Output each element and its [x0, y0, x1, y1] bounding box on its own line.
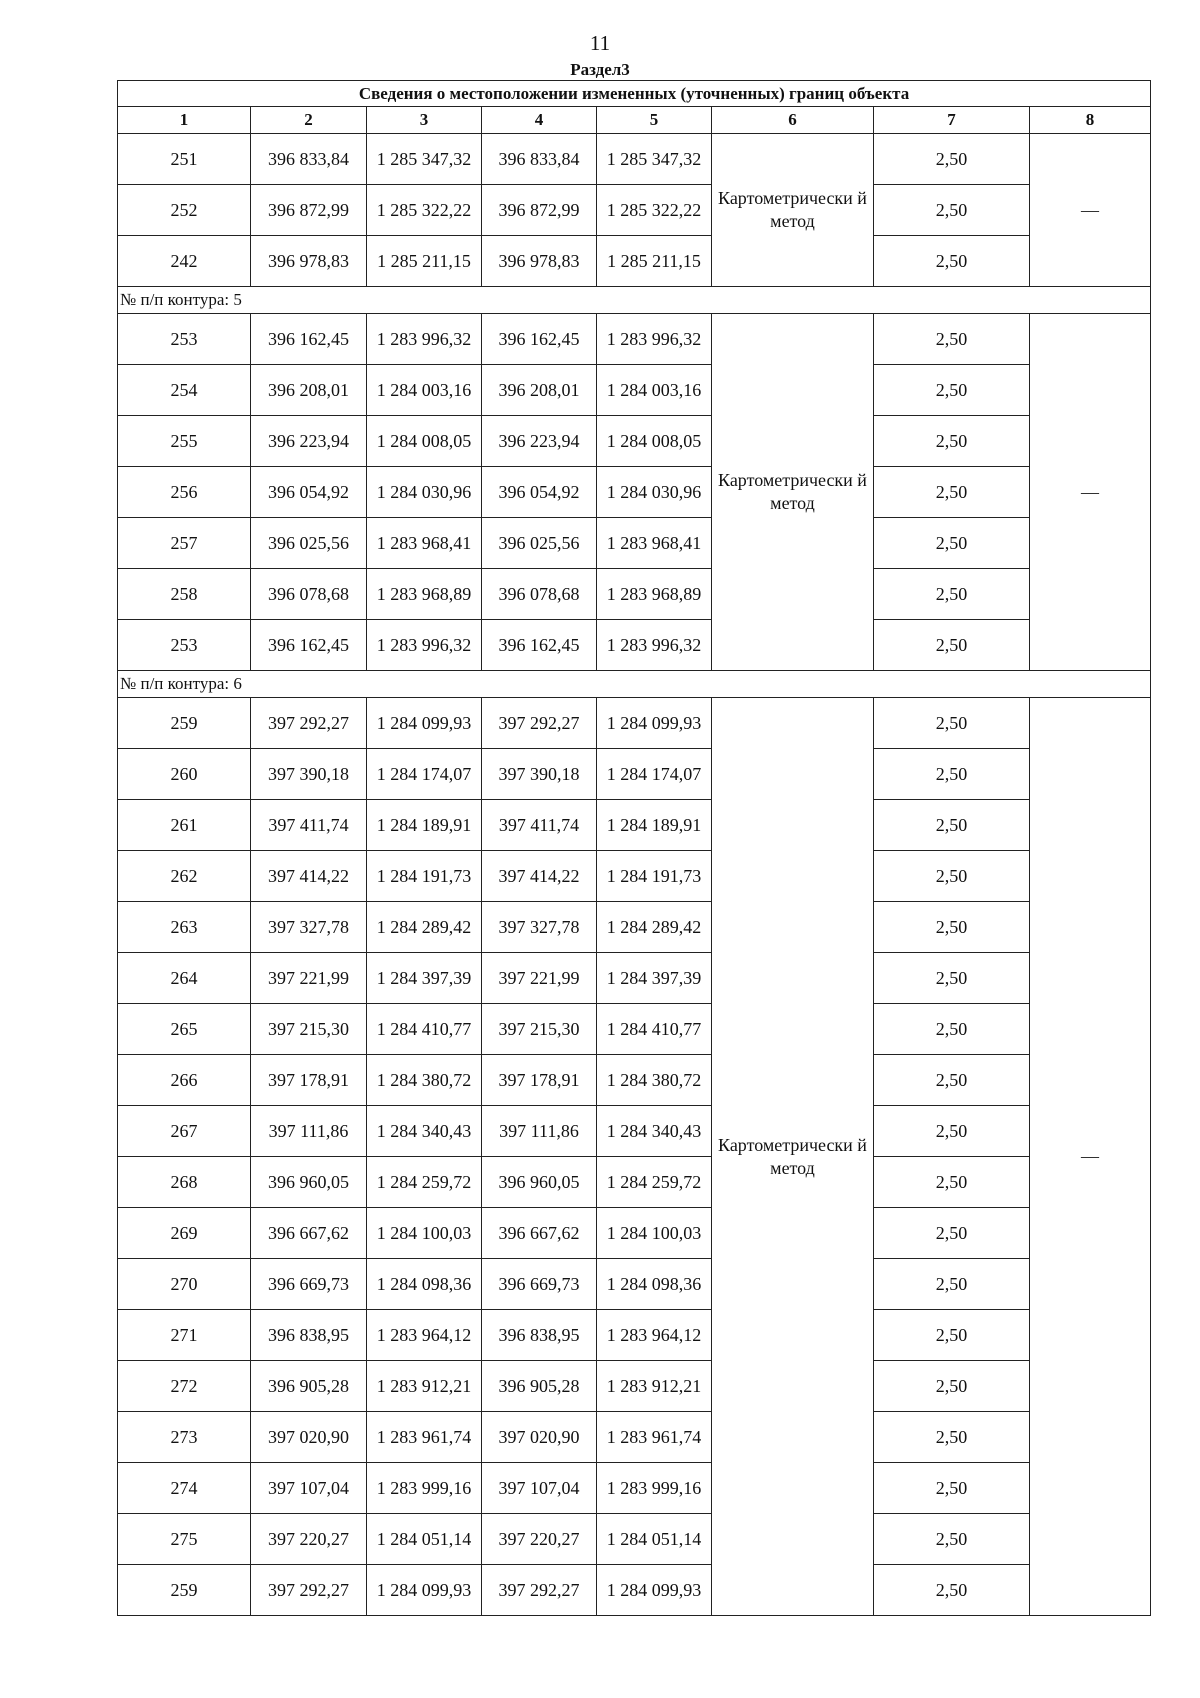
x-coordinate: 396 978,83 [251, 236, 367, 287]
y-coordinate-new: 1 284 051,14 [597, 1514, 712, 1565]
x-coordinate-new: 397 390,18 [482, 749, 597, 800]
table-row [118, 1259, 1151, 1310]
x-coordinate: 397 220,27 [251, 1514, 367, 1565]
y-coordinate: 1 283 964,12 [367, 1310, 482, 1361]
column-number: 7 [874, 107, 1030, 134]
page-number: 11 [589, 31, 611, 55]
precision-value: 2,50 [874, 902, 1030, 953]
point-number: 258 [118, 569, 251, 620]
table-row [118, 1208, 1151, 1259]
column-8-cell: — [1030, 134, 1151, 287]
y-coordinate-new: 1 284 289,42 [597, 902, 712, 953]
table-row [118, 1310, 1151, 1361]
point-number: 274 [118, 1463, 251, 1514]
x-coordinate-new: 397 107,04 [482, 1463, 597, 1514]
point-number: 257 [118, 518, 251, 569]
contour-label: № п/п контура: 5 [118, 287, 1151, 314]
column-8-cell: — [1030, 698, 1151, 1616]
y-coordinate: 1 284 099,93 [367, 698, 482, 749]
y-coordinate-new: 1 284 098,36 [597, 1259, 712, 1310]
point-number: 273 [118, 1412, 251, 1463]
y-coordinate-new: 1 285 347,32 [597, 134, 712, 185]
y-coordinate-new: 1 283 961,74 [597, 1412, 712, 1463]
x-coordinate-new: 397 178,91 [482, 1055, 597, 1106]
y-coordinate: 1 284 051,14 [367, 1514, 482, 1565]
y-coordinate-new: 1 284 191,73 [597, 851, 712, 902]
precision-value: 2,50 [874, 134, 1030, 185]
column-number: 8 [1030, 107, 1151, 134]
coordinates-table [117, 80, 1151, 1616]
precision-value: 2,50 [874, 518, 1030, 569]
y-coordinate: 1 283 968,89 [367, 569, 482, 620]
x-coordinate-new: 396 669,73 [482, 1259, 597, 1310]
point-number: 267 [118, 1106, 251, 1157]
y-coordinate: 1 284 340,43 [367, 1106, 482, 1157]
table-title-row [118, 81, 1151, 107]
precision-value: 2,50 [874, 1463, 1030, 1514]
precision-value: 2,50 [874, 620, 1030, 671]
y-coordinate-new: 1 283 964,12 [597, 1310, 712, 1361]
y-coordinate-new: 1 284 259,72 [597, 1157, 712, 1208]
column-number: 2 [251, 107, 367, 134]
x-coordinate: 397 221,99 [251, 953, 367, 1004]
y-coordinate-new: 1 284 340,43 [597, 1106, 712, 1157]
y-coordinate-new: 1 284 189,91 [597, 800, 712, 851]
method-cell: Картометрически й метод [712, 314, 874, 671]
precision-value: 2,50 [874, 851, 1030, 902]
table-row [118, 1514, 1151, 1565]
y-coordinate-new: 1 284 099,93 [597, 1565, 712, 1616]
precision-value: 2,50 [874, 749, 1030, 800]
table-row [118, 236, 1151, 287]
y-coordinate-new: 1 284 174,07 [597, 749, 712, 800]
x-coordinate: 396 025,56 [251, 518, 367, 569]
precision-value: 2,50 [874, 1208, 1030, 1259]
point-number: 275 [118, 1514, 251, 1565]
y-coordinate: 1 284 003,16 [367, 365, 482, 416]
method-cell: Картометрически й метод [712, 134, 874, 287]
point-number: 268 [118, 1157, 251, 1208]
point-number: 256 [118, 467, 251, 518]
y-coordinate-new: 1 285 322,22 [597, 185, 712, 236]
x-coordinate-new: 396 833,84 [482, 134, 597, 185]
y-coordinate: 1 284 099,93 [367, 1565, 482, 1616]
y-coordinate-new: 1 284 397,39 [597, 953, 712, 1004]
precision-value: 2,50 [874, 1310, 1030, 1361]
x-coordinate: 397 411,74 [251, 800, 367, 851]
y-coordinate: 1 283 968,41 [367, 518, 482, 569]
point-number: 271 [118, 1310, 251, 1361]
x-coordinate-new: 396 838,95 [482, 1310, 597, 1361]
precision-value: 2,50 [874, 953, 1030, 1004]
table-row [118, 1361, 1151, 1412]
y-coordinate: 1 284 100,03 [367, 1208, 482, 1259]
precision-value: 2,50 [874, 1361, 1030, 1412]
table-row [118, 1055, 1151, 1106]
y-coordinate-new: 1 284 008,05 [597, 416, 712, 467]
x-coordinate-new: 396 223,94 [482, 416, 597, 467]
table-row [118, 953, 1151, 1004]
x-coordinate-new: 397 221,99 [482, 953, 597, 1004]
point-number: 259 [118, 698, 251, 749]
point-number: 263 [118, 902, 251, 953]
x-coordinate-new: 396 872,99 [482, 185, 597, 236]
x-coordinate: 396 223,94 [251, 416, 367, 467]
y-coordinate: 1 283 996,32 [367, 620, 482, 671]
x-coordinate: 397 111,86 [251, 1106, 367, 1157]
x-coordinate: 396 162,45 [251, 620, 367, 671]
column-number: 1 [118, 107, 251, 134]
y-coordinate: 1 284 289,42 [367, 902, 482, 953]
point-number: 253 [118, 314, 251, 365]
y-coordinate-new: 1 283 999,16 [597, 1463, 712, 1514]
y-coordinate-new: 1 284 410,77 [597, 1004, 712, 1055]
table-row [118, 1004, 1151, 1055]
table-row [118, 1565, 1151, 1616]
x-coordinate: 396 208,01 [251, 365, 367, 416]
precision-value: 2,50 [874, 365, 1030, 416]
y-coordinate: 1 285 347,32 [367, 134, 482, 185]
x-coordinate-new: 397 327,78 [482, 902, 597, 953]
precision-value: 2,50 [874, 467, 1030, 518]
precision-value: 2,50 [874, 1565, 1030, 1616]
table-row [118, 518, 1151, 569]
x-coordinate-new: 397 414,22 [482, 851, 597, 902]
x-coordinate-new: 397 411,74 [482, 800, 597, 851]
x-coordinate-new: 396 667,62 [482, 1208, 597, 1259]
y-coordinate: 1 283 999,16 [367, 1463, 482, 1514]
table-row [118, 1157, 1151, 1208]
x-coordinate-new: 396 162,45 [482, 620, 597, 671]
y-coordinate: 1 283 961,74 [367, 1412, 482, 1463]
precision-value: 2,50 [874, 236, 1030, 287]
column-number: 4 [482, 107, 597, 134]
x-coordinate: 397 327,78 [251, 902, 367, 953]
point-number: 269 [118, 1208, 251, 1259]
x-coordinate-new: 396 208,01 [482, 365, 597, 416]
y-coordinate: 1 284 174,07 [367, 749, 482, 800]
y-coordinate-new: 1 285 211,15 [597, 236, 712, 287]
y-coordinate-new: 1 284 100,03 [597, 1208, 712, 1259]
column-number: 3 [367, 107, 482, 134]
table-row [118, 467, 1151, 518]
y-coordinate: 1 284 380,72 [367, 1055, 482, 1106]
table-row [118, 902, 1151, 953]
section-title: Раздел3 [570, 60, 630, 79]
column-8-cell: — [1030, 314, 1151, 671]
precision-value: 2,50 [874, 1157, 1030, 1208]
y-coordinate-new: 1 283 912,21 [597, 1361, 712, 1412]
table-row [118, 1412, 1151, 1463]
x-coordinate-new: 396 054,92 [482, 467, 597, 518]
x-coordinate: 396 054,92 [251, 467, 367, 518]
point-number: 265 [118, 1004, 251, 1055]
x-coordinate-new: 397 292,27 [482, 698, 597, 749]
x-coordinate-new: 396 025,56 [482, 518, 597, 569]
point-number: 242 [118, 236, 251, 287]
precision-value: 2,50 [874, 1106, 1030, 1157]
y-coordinate-new: 1 284 030,96 [597, 467, 712, 518]
x-coordinate: 397 020,90 [251, 1412, 367, 1463]
y-coordinate: 1 283 912,21 [367, 1361, 482, 1412]
column-number: 5 [597, 107, 712, 134]
point-number: 272 [118, 1361, 251, 1412]
x-coordinate: 396 667,62 [251, 1208, 367, 1259]
y-coordinate: 1 285 211,15 [367, 236, 482, 287]
y-coordinate-new: 1 283 968,89 [597, 569, 712, 620]
table-row [118, 1463, 1151, 1514]
point-number: 251 [118, 134, 251, 185]
x-coordinate-new: 396 960,05 [482, 1157, 597, 1208]
y-coordinate: 1 284 397,39 [367, 953, 482, 1004]
y-coordinate: 1 283 996,32 [367, 314, 482, 365]
table-row [118, 1106, 1151, 1157]
x-coordinate-new: 396 978,83 [482, 236, 597, 287]
precision-value: 2,50 [874, 1514, 1030, 1565]
y-coordinate: 1 284 191,73 [367, 851, 482, 902]
point-number: 260 [118, 749, 251, 800]
y-coordinate: 1 284 098,36 [367, 1259, 482, 1310]
x-coordinate: 396 838,95 [251, 1310, 367, 1361]
x-coordinate-new: 397 220,27 [482, 1514, 597, 1565]
x-coordinate-new: 396 905,28 [482, 1361, 597, 1412]
point-number: 253 [118, 620, 251, 671]
y-coordinate: 1 284 189,91 [367, 800, 482, 851]
precision-value: 2,50 [874, 1004, 1030, 1055]
x-coordinate-new: 396 078,68 [482, 569, 597, 620]
precision-value: 2,50 [874, 1412, 1030, 1463]
x-coordinate: 397 292,27 [251, 698, 367, 749]
x-coordinate: 396 833,84 [251, 134, 367, 185]
x-coordinate: 396 960,05 [251, 1157, 367, 1208]
y-coordinate: 1 284 259,72 [367, 1157, 482, 1208]
x-coordinate: 397 178,91 [251, 1055, 367, 1106]
y-coordinate: 1 284 030,96 [367, 467, 482, 518]
precision-value: 2,50 [874, 569, 1030, 620]
contour-label-row [118, 287, 1151, 314]
table-row [118, 365, 1151, 416]
x-coordinate-new: 396 162,45 [482, 314, 597, 365]
point-number: 270 [118, 1259, 251, 1310]
table-row [118, 698, 1151, 749]
table-row [118, 185, 1151, 236]
x-coordinate: 397 107,04 [251, 1463, 367, 1514]
table-row [118, 749, 1151, 800]
table-row [118, 569, 1151, 620]
column-number: 6 [712, 107, 874, 134]
column-number-row [118, 107, 1151, 134]
precision-value: 2,50 [874, 800, 1030, 851]
table-body [118, 81, 1151, 1616]
y-coordinate-new: 1 283 968,41 [597, 518, 712, 569]
table-row [118, 314, 1151, 365]
precision-value: 2,50 [874, 185, 1030, 236]
y-coordinate-new: 1 284 380,72 [597, 1055, 712, 1106]
contour-label-row [118, 671, 1151, 698]
precision-value: 2,50 [874, 416, 1030, 467]
point-number: 262 [118, 851, 251, 902]
y-coordinate-new: 1 284 003,16 [597, 365, 712, 416]
y-coordinate: 1 284 008,05 [367, 416, 482, 467]
x-coordinate: 396 905,28 [251, 1361, 367, 1412]
point-number: 255 [118, 416, 251, 467]
contour-label: № п/п контура: 6 [118, 671, 1151, 698]
table-row [118, 416, 1151, 467]
precision-value: 2,50 [874, 698, 1030, 749]
y-coordinate: 1 284 410,77 [367, 1004, 482, 1055]
x-coordinate-new: 397 215,30 [482, 1004, 597, 1055]
y-coordinate-new: 1 283 996,32 [597, 620, 712, 671]
x-coordinate: 396 669,73 [251, 1259, 367, 1310]
table-row [118, 800, 1151, 851]
x-coordinate-new: 397 020,90 [482, 1412, 597, 1463]
x-coordinate: 397 390,18 [251, 749, 367, 800]
point-number: 252 [118, 185, 251, 236]
y-coordinate-new: 1 283 996,32 [597, 314, 712, 365]
x-coordinate: 397 414,22 [251, 851, 367, 902]
x-coordinate-new: 397 292,27 [482, 1565, 597, 1616]
y-coordinate: 1 285 322,22 [367, 185, 482, 236]
point-number: 259 [118, 1565, 251, 1616]
y-coordinate-new: 1 284 099,93 [597, 698, 712, 749]
method-cell: Картометрически й метод [712, 698, 874, 1616]
x-coordinate-new: 397 111,86 [482, 1106, 597, 1157]
x-coordinate: 397 215,30 [251, 1004, 367, 1055]
table-row [118, 134, 1151, 185]
precision-value: 2,50 [874, 1259, 1030, 1310]
x-coordinate: 396 078,68 [251, 569, 367, 620]
precision-value: 2,50 [874, 1055, 1030, 1106]
precision-value: 2,50 [874, 314, 1030, 365]
table-row [118, 620, 1151, 671]
x-coordinate: 396 162,45 [251, 314, 367, 365]
point-number: 266 [118, 1055, 251, 1106]
x-coordinate: 396 872,99 [251, 185, 367, 236]
table-row [118, 851, 1151, 902]
x-coordinate: 397 292,27 [251, 1565, 367, 1616]
point-number: 261 [118, 800, 251, 851]
point-number: 254 [118, 365, 251, 416]
point-number: 264 [118, 953, 251, 1004]
table-title: Сведения о местоположении измененных (уточненных) границ объекта [118, 81, 1151, 107]
